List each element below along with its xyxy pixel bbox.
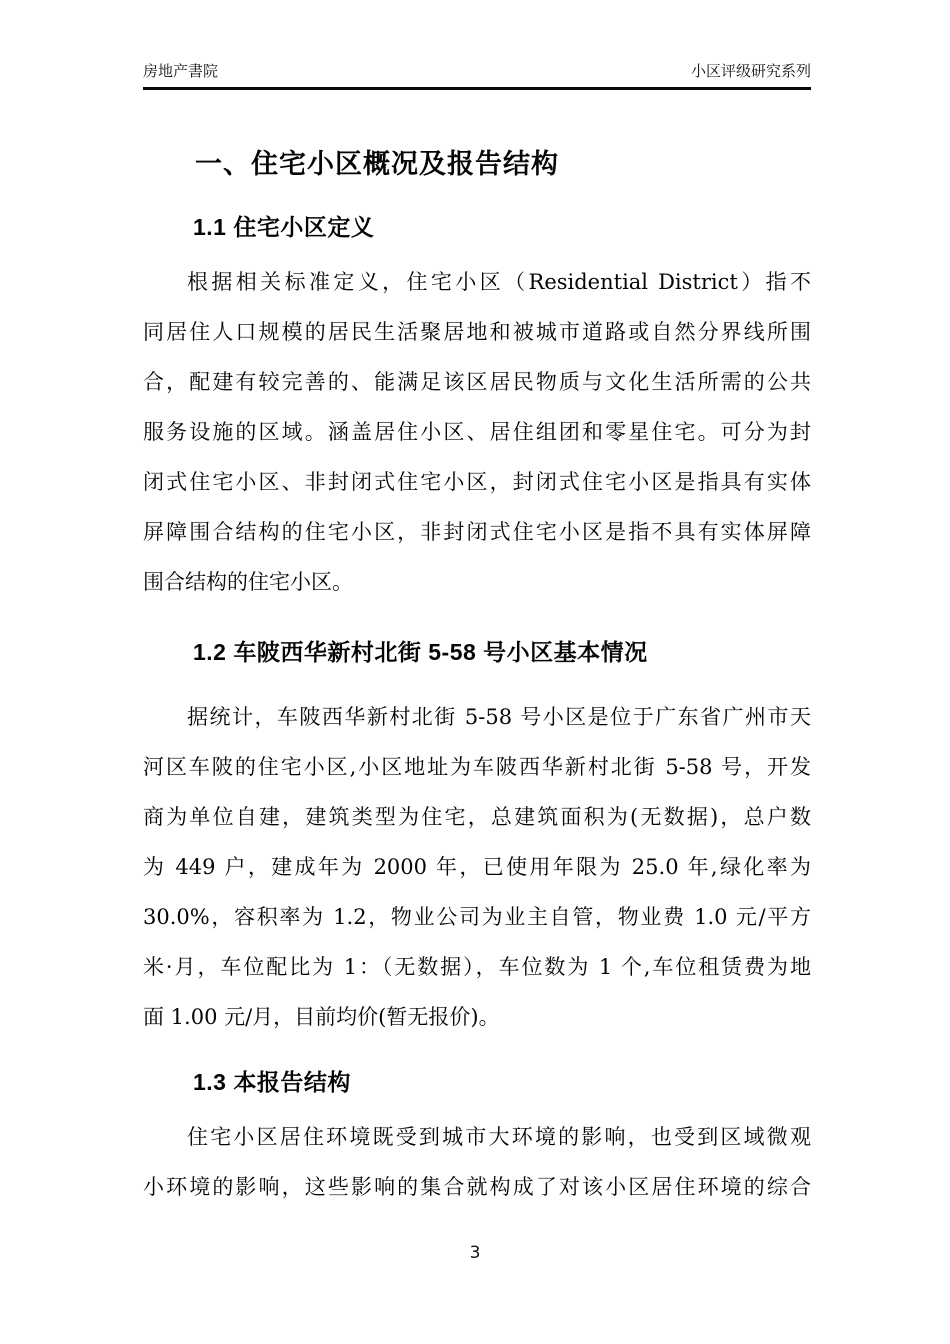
- paragraph-line: 根据相关标准定义，住宅小区（Residential District）指不: [187, 270, 811, 294]
- paragraph-line: 同居住人口规模的居民生活聚居地和被城市道路或自然分界线所围: [143, 320, 811, 344]
- page-header: [143, 62, 811, 90]
- paragraph-line: 为 449 户，建成年为 2000 年，已使用年限为 25.0 年,绿化率为: [143, 855, 811, 879]
- section-1-2-title: 1.2 车陂西华新村北街 5-58 号小区基本情况: [193, 639, 648, 665]
- header-left-text: 房地产書院: [143, 63, 219, 80]
- paragraph-line: 面 1.00 元/月，目前均价(暂无报价)。: [143, 1005, 500, 1029]
- paragraph-line: 合，配建有较完善的、能满足该区居民物质与文化生活所需的公共: [143, 370, 811, 394]
- paragraph-basic-info: [143, 692, 811, 1042]
- paragraph-line: 围合结构的住宅小区。: [143, 570, 353, 594]
- paragraph-line: 河区车陂的住宅小区,小区地址为车陂西华新村北街 5-58 号，开发: [143, 755, 811, 779]
- paragraph-line: 闭式住宅小区、非封闭式住宅小区，封闭式住宅小区是指具有实体: [143, 470, 811, 494]
- paragraph-line: 商为单位自建，建筑类型为住宅，总建筑面积为(无数据)，总户数: [143, 805, 811, 829]
- page-footer: [0, 1243, 950, 1263]
- paragraph-line: 米·月，车位配比为 1：（无数据），车位数为 1 个,车位租赁费为地: [143, 955, 811, 979]
- section-1-3-title: 1.3 本报告结构: [193, 1069, 351, 1095]
- paragraph-report-structure: [143, 1112, 811, 1212]
- paragraph-line: 30.0%，容积率为 1.2，物业公司为业主自管，物业费 1.0 元/平方: [143, 905, 811, 929]
- paragraph-line: 服务设施的区域。涵盖居住小区、居住组团和零星住宅。可分为封: [143, 420, 811, 444]
- paragraph-definition: [143, 257, 811, 607]
- paragraph-line: 屏障围合结构的住宅小区，非封闭式住宅小区是指不具有实体屏障: [143, 520, 811, 544]
- header-right-text: 小区评级研究系列: [690, 63, 811, 80]
- paragraph-line: 据统计，车陂西华新村北街 5-58 号小区是位于广东省广州市天: [187, 705, 811, 729]
- paragraph-line: 住宅小区居住环境既受到城市大环境的影响，也受到区域微观: [187, 1125, 811, 1149]
- section-main-title: 一、住宅小区概况及报告结构: [195, 149, 559, 179]
- paragraph-line: 小环境的影响，这些影响的集合就构成了对该小区居住环境的综合: [143, 1175, 811, 1199]
- section-1-1-title: 1.1 住宅小区定义: [193, 214, 375, 240]
- page-number: 3: [469, 1243, 481, 1263]
